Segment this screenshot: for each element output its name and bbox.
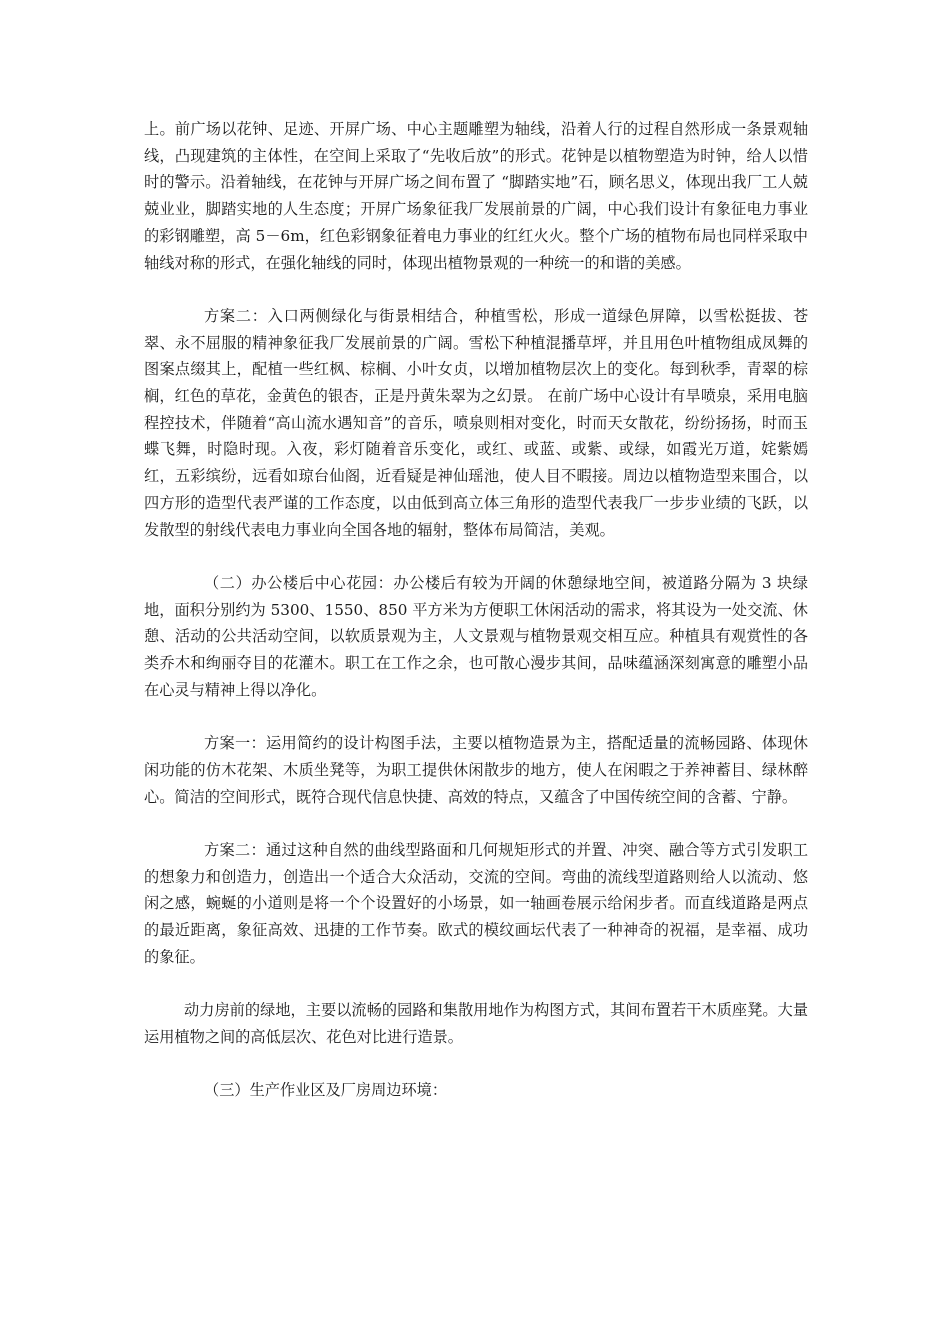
paragraph-spacer	[144, 810, 808, 837]
paragraph-scheme-one-garden: 方案一：运用简约的设计构图手法，主要以植物造景为主，搭配适量的流畅园路、体现休闲功能的仿木花架、木质坐凳等，为职工提供休闲散步的地方，使人在闲暇之于养神蓄目、绿林醉心。简洁的空间形式，既符合现代信息快捷、高效的特点，又蕴含了中国传统空间的含蓄、宁静。	[144, 734, 808, 806]
paragraph-front-plaza: 上。前广场以花钟、足迹、开屏广场、中心主题雕塑为轴线，沿着人行的过程自然形成一条景观轴线，凸现建筑的主体性，在空间上采取了“先收后放”的形式。花钟是以植物塑造为时钟，给人以惜时的警示。沿着轴线，在花钟与开屏广场之间布置了 “脚踏实地”石，顾名思义，体现出我厂工人兢兢业业，脚踏实地的人生态度；开屏广场象征我厂发展前景的广阔，中心我们设计有象征电力事业的彩钢雕塑，高 5－6m，红色彩钢象征着电力事业的红红火火。整个广场的植物布局也同样采取中轴线对称的形式，在强化轴线的同时，体现出植物景观的一种统一的和谐的美感。	[144, 120, 808, 272]
section-heading-production-area: （三）生产作业区及厂房周边环境：	[204, 1081, 447, 1100]
paragraph-spacer	[144, 276, 808, 303]
paragraph-scheme-two-entrance: 方案二：入口两侧绿化与街景相结合，种植雪松，形成一道绿色屏障，以雪松挺拔、苍翠、永不屈服的精神象征我厂发展前景的广阔。雪松下种植混播草坪，并且用色叶植物组成凤舞的图案点缀其上，配植一些红枫、棕榈、小叶女贞，以增加植物层次上的变化。每到秋季，青翠的棕榈，红色的草花，金黄色的银杏，正是丹黄朱翠为之幻景。 在前广场中心设计有旱喷泉，采用电脑程控技术，伴随着“高山流水遇知音”的音乐，喷泉则相对变化，时而天女散花，纷纷扬扬，时而玉蝶飞舞，时隐时现。入夜，彩灯随着音乐变化，或红、或蓝、或紫、或绿，如霞光万道，姹紫嫣红，五彩缤纷，远看如琼台仙阁，近看疑是神仙瑶池，使人目不暇接。周边以植物造型来围合，以四方形的造型代表严谨的工作态度，以由低到高立体三角形的造型代表我厂一步步业绩的飞跃，以发散型的射线代表电力事业向全国各地的辐射，整体布局简洁，美观。	[144, 306, 808, 539]
paragraph-spacer	[144, 1051, 808, 1078]
document-body	[144, 116, 808, 1104]
paragraph-spacer	[144, 703, 808, 730]
paragraph-power-house-green: 动力房前的绿地，主要以流畅的园路和集散用地作为构图方式，其间布置若干木质座凳。大量运用植物之间的高低层次、花色对比进行造景。	[144, 1001, 808, 1046]
paragraph-spacer	[144, 970, 808, 997]
paragraph-spacer	[144, 543, 808, 570]
paragraph-scheme-two-garden: 方案二：通过这种自然的曲线型路面和几何规矩形式的并置、冲突、融合等方式引发职工的想象力和创造力，创造出一个适合大众活动，交流的空间。弯曲的流线型道路则给人以流动、悠闲之感，蜿蜒的小道则是将一个个设置好的小场景，如一轴画卷展示给闲步者。而直线道路是两点的最近距离，象征高效、迅捷的工作节奏。欧式的模纹画坛代表了一种神奇的祝福，是幸福、成功的象征。	[144, 840, 808, 966]
paragraph-section-office-garden: （二）办公楼后中心花园：办公楼后有较为开阔的休憩绿地空间，被道路分隔为 3 块绿地，面积分别约为 5300、1550、850 平方米为方便职工休闲活动的需求，将其设为一处交流、休憩、活动的公共活动空间，以软质景观为主，人文景观与植物景观交相互应。种植具有观赏性的各类乔木和绚丽夺目的花灌木。职工在工作之余，也可散心漫步其间，品味蕴涵深刻寓意的雕塑小品在心灵与精神上得以净化。	[144, 573, 808, 699]
